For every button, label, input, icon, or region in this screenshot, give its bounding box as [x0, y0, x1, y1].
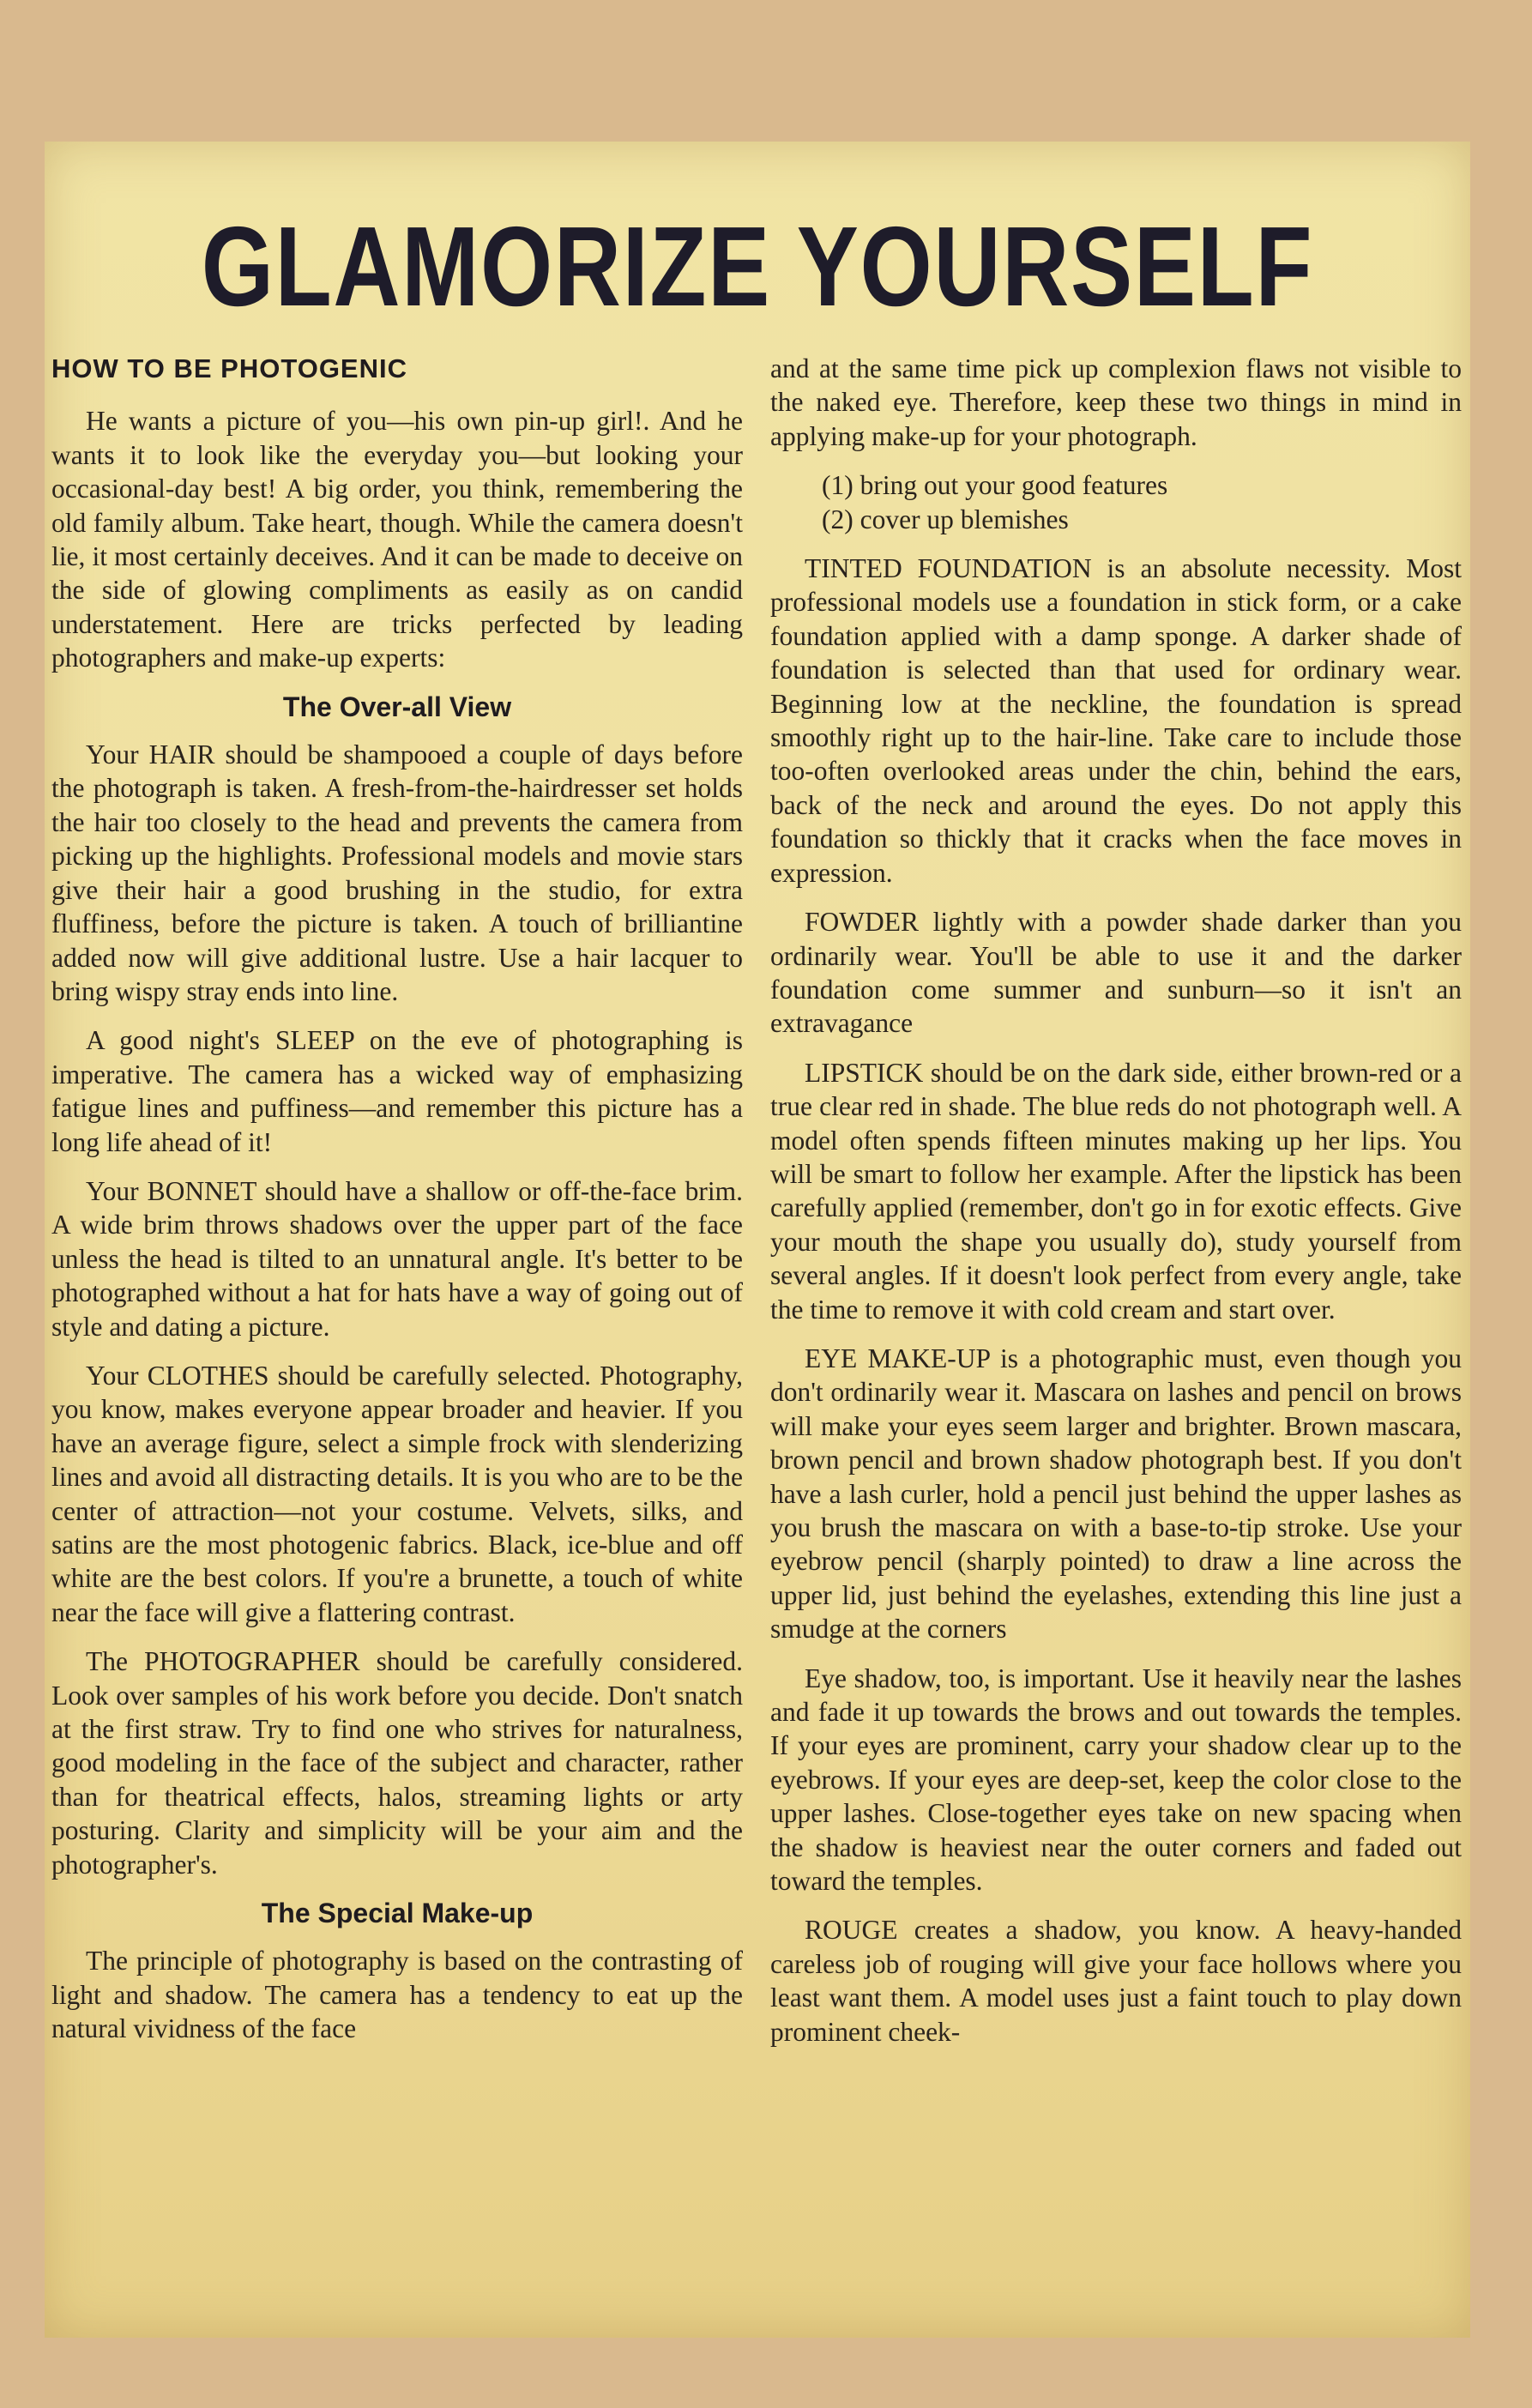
- paragraph-lipstick: LIPSTICK should be on the dark side, either brown-red or a true clear red in shade. The blue reds do not photograph well. A model often spends fifteen minutes making up her lips. You will be smart to follow her example. After the lipstick has been carefully applied (remember, don't go in for exotic effects. Give your mouth the shape you usually do), study yourself from several angles. If it doesn't look perfect from every angle, take the time to remove it with cold cream and start over.: [770, 1057, 1462, 1325]
- paragraph-rouge: ROUGE creates a shadow, you know. A heavy-handed careless job of rouging will give your face hollows where you least want them. A model uses just a faint touch to play down prominent cheek-: [770, 1915, 1462, 2047]
- paragraph-photographer: The PHOTOGRAPHER should be carefully considered. Look over samples of his work before you decide. Don't snatch at the first straw. Try to find one who strives for naturalness, good modeling in the face of the subject and character, rather than for theatrical effects, halos, streaming lights or arty posturing. Clarity and simplicity will be your aim and the photographer's.: [51, 1646, 743, 1880]
- subheading-special-makeup: The Special Make-up: [261, 1898, 534, 1929]
- paragraph-sleep: A good night's SLEEP on the eve of photographing is imperative. The camera has a wicked way of emphasizing fatigue lines and puffiness—and remember this picture has a long life ahead of it!: [51, 1025, 743, 1157]
- page-title: GLAMORIZE YOURSELF: [201, 203, 1314, 329]
- paragraph-foundation: TINTED FOUNDATION is an absolute necessity. Most professional models use a foundation in stick form, or a cake foundation applied with a damp sponge. A darker shade of foundation is selected than that used for ordinary wear. Beginning low at the neckline, the foundation is spread smoothly right up to the hair-line. Take care to include those too-often overlooked areas under the chin, behind the ears, back of the neck and around the eyes. Do not apply this foundation so thickly that it cracks when the face moves in expression.: [770, 553, 1462, 888]
- paragraph-eye-makeup: EYE MAKE-UP is a photographic must, even though you don't ordinarily wear it. Mascara on lashes and pencil on brows will make your eyes seem larger and brighter. Brown mascara, brown pencil and brown shadow photograph best. If you don't have a lash curler, hold a pencil just behind the upper lashes as you brush the mascara on with a base-to-tip stroke. Use your eyebrow pencil (sharply pointed) to draw a line across the upper lid, just behind the eyelashes, extending this line just a smudge at the corners: [770, 1343, 1462, 1645]
- magazine-page: [45, 142, 1470, 2338]
- paragraph-bonnet: Your BONNET should have a shallow or off-the-face brim. A wide brim throws shadows over the upper part of the face unless the head is tilted to an unnatural angle. It's better to be photographed without a hat for hats have a way of going out of style and dating a picture.: [51, 1175, 743, 1342]
- list-item: (1) bring out your good features: [822, 470, 1168, 501]
- list-item: (2) cover up blemishes: [822, 504, 1069, 534]
- paragraph-powder: FOWDER lightly with a powder shade darker than you ordinarily wear. You'll be able to use it and the darker foundation come summer and sunburn—so it isn't an extravagance: [770, 907, 1462, 1039]
- paragraph-eye-shadow: Eye shadow, too, is important. Use it heavily near the lashes and fade it up towards the brows and out towards the temples. If your eyes are prominent, carry your shadow clear up to the eyebrows. If your eyes are deep-set, keep the color close to the upper lashes. Close-together eyes take on new spacing when the shadow is heaviest near the outer corners and faded out toward the temples.: [770, 1663, 1462, 1897]
- right-column: [770, 352, 1462, 2064]
- paragraph-intro: He wants a picture of you—his own pin-up girl!. And he wants it to look like the everyday you—but looking your occasional-day best! A big order, you think, remembering the old family album. Take heart, though. While the camera doesn't lie, it most certainly deceives. And it can be made to deceive on the side of glowing compliments as easily as on candid understatement. Here are tricks perfected by leading photographers and make-up experts:: [51, 406, 743, 673]
- makeup-goals-list: [822, 468, 1462, 536]
- subheading-overall-view: The Over-all View: [282, 691, 512, 722]
- paragraph-principle: The principle of photography is based on the contrasting of light and shadow. The camera has a tendency to eat up the natural vividness of the face: [51, 1946, 743, 2044]
- left-column: [51, 352, 743, 2061]
- section-heading-photogenic: HOW TO BE PHOTOGENIC: [51, 353, 407, 383]
- paragraph-hair: Your HAIR should be shampooed a couple of days before the photograph is taken. A fresh-from-the-hairdresser set holds the hair too closely to the head and prevents the camera from picking up the highlights. Professional models and movie stars give their hair a good brushing in the studio, for extra fluffiness, before the picture is taken. A touch of brilliantine added now will give additional lustre. Use a hair lacquer to bring wispy stray ends into line.: [51, 739, 743, 1006]
- paragraph-clothes: Your CLOTHES should be carefully selected. Photography, you know, makes everyone appear broader and heavier. If you have an average figure, select a simple frock with slenderizing lines and avoid all distracting details. It is you who are to be the center of attraction—not your costume. Velvets, silks, and satins are the most photogenic fabrics. Black, ice-blue and off white are the best colors. If you're a brunette, a touch of white near the face will give a flattering contrast.: [51, 1360, 743, 1627]
- paragraph-continuation: and at the same time pick up complexion flaws not visible to the naked eye. Therefore, keep these two things in mind in applying make-up for your photograph.: [770, 353, 1462, 451]
